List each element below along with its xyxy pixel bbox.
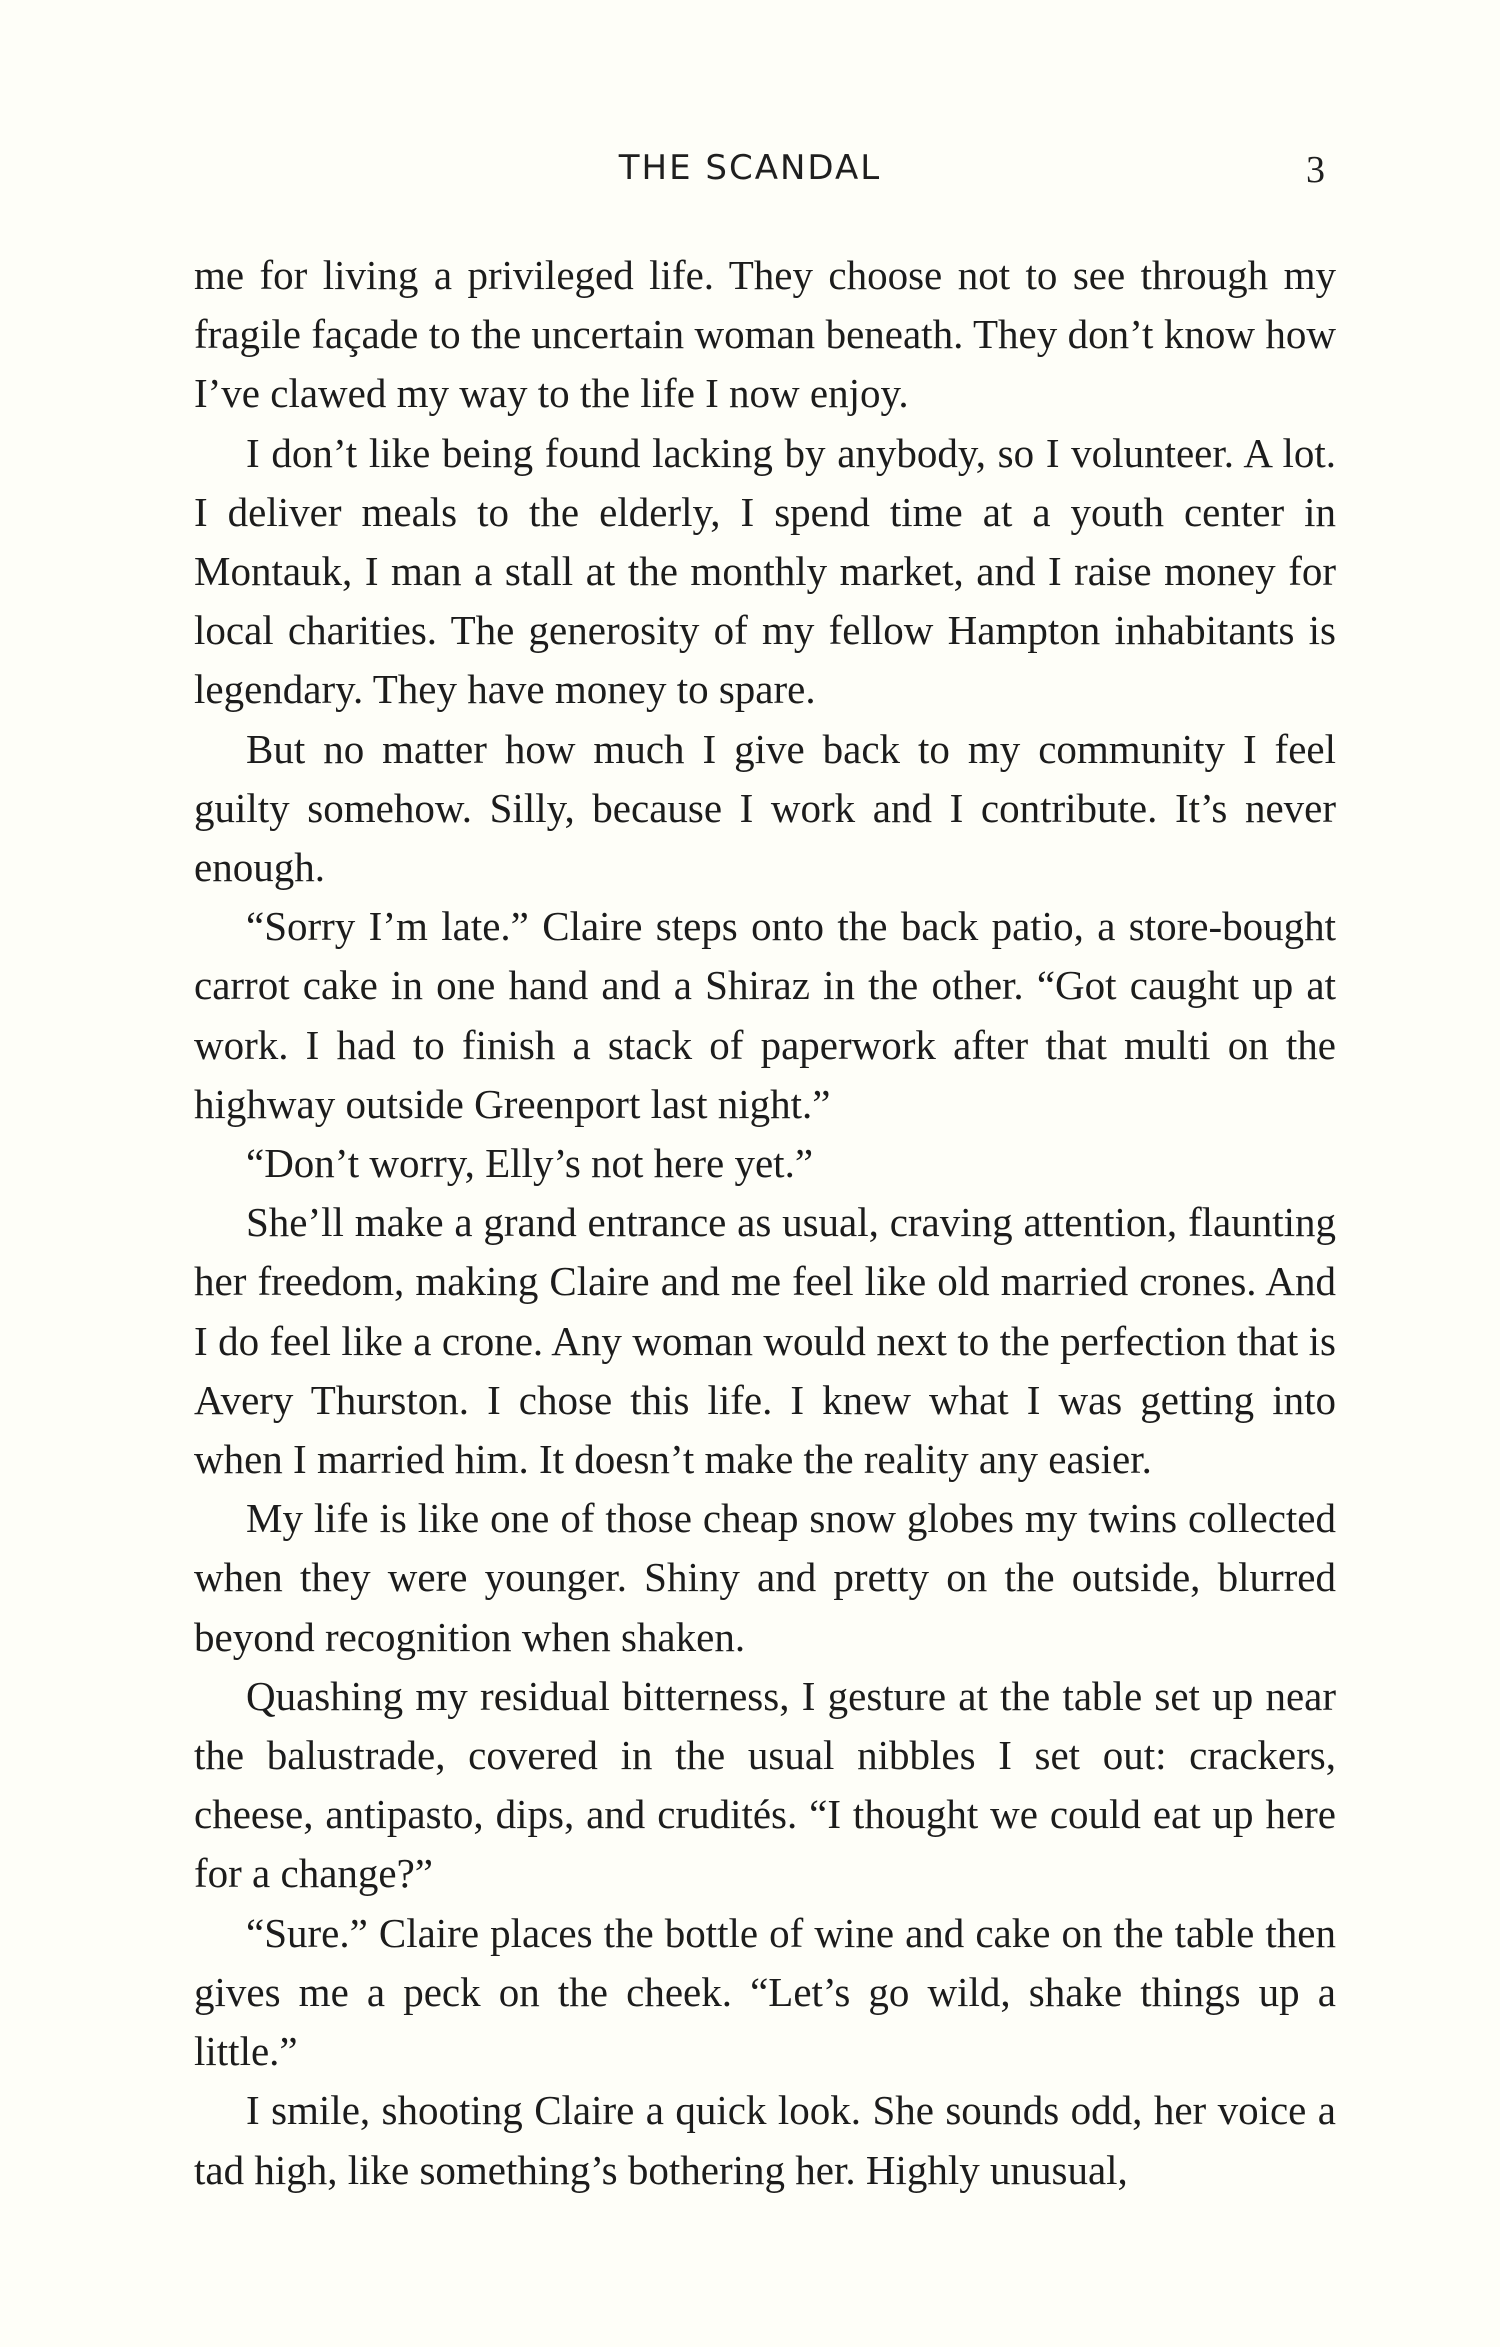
- page-number: 3: [1306, 149, 1325, 191]
- paragraph: “Sure.” Claire places the bottle of wine and cake on the table then gives me a peck on the cheek. “Let’s go wild, shake things up a little.”: [194, 1909, 1336, 2075]
- paragraph: My life is like one of those cheap snow globes my twins collected when they were younger. Shiny and pretty on the outside, blurred beyond recognition when shaken.: [194, 1495, 1336, 1660]
- paragraph: I smile, shooting Claire a quick look. She sounds odd, her voice a tad high, like something’s bothering her. Highly unusual,: [194, 2087, 1336, 2193]
- paragraph: Quashing my residual bitterness, I gesture at the table set up near the balustrade, covered in the usual nibbles I set out: crackers, cheese, antipasto, dips, and crudités. “I thought we could eat up here for a change?”: [194, 1672, 1336, 1897]
- paragraph: I don’t like being found lacking by anybody, so I volunteer. A lot. I deliver meals to the elderly, I spend time at a youth center in Montauk, I man a stall at the monthly market, and I raise money for local charities. The generosity of my fellow Hampton inhabitants is legendary. They have money to spare.: [194, 429, 1336, 713]
- paragraph: “Sorry I’m late.” Claire steps onto the back patio, a store-bought carrot cake in one hand and a Shiraz in the other. “Got caught up at work. I had to finish a stack of paperwork after that multi on the highway outside Greenport last night.”: [194, 903, 1336, 1127]
- paragraph: She’ll make a grand entrance as usual, craving attention, flaunting her freedom, making Claire and me feel like old married crones. And I do feel like a crone. Any woman would next to the perfection that is Avery Thurston. I chose this life. I knew what I was getting into when I married him. It doesn’t make the reality any easier.: [194, 1199, 1336, 1483]
- paragraph: “Don’t worry, Elly’s not here yet.”: [246, 1140, 814, 1187]
- running-title: THE SCANDAL: [618, 148, 882, 188]
- paragraph: But no matter how much I give back to my community I feel guilty somehow. Silly, because I work and I contribute. It’s never enough.: [194, 725, 1336, 891]
- paragraph: me for living a privileged life. They choose not to see through my fragile façade to the uncertain woman beneath. They don’t know how I’ve clawed my way to the life I now enjoy.: [194, 252, 1336, 417]
- body-text: [194, 246, 1336, 2200]
